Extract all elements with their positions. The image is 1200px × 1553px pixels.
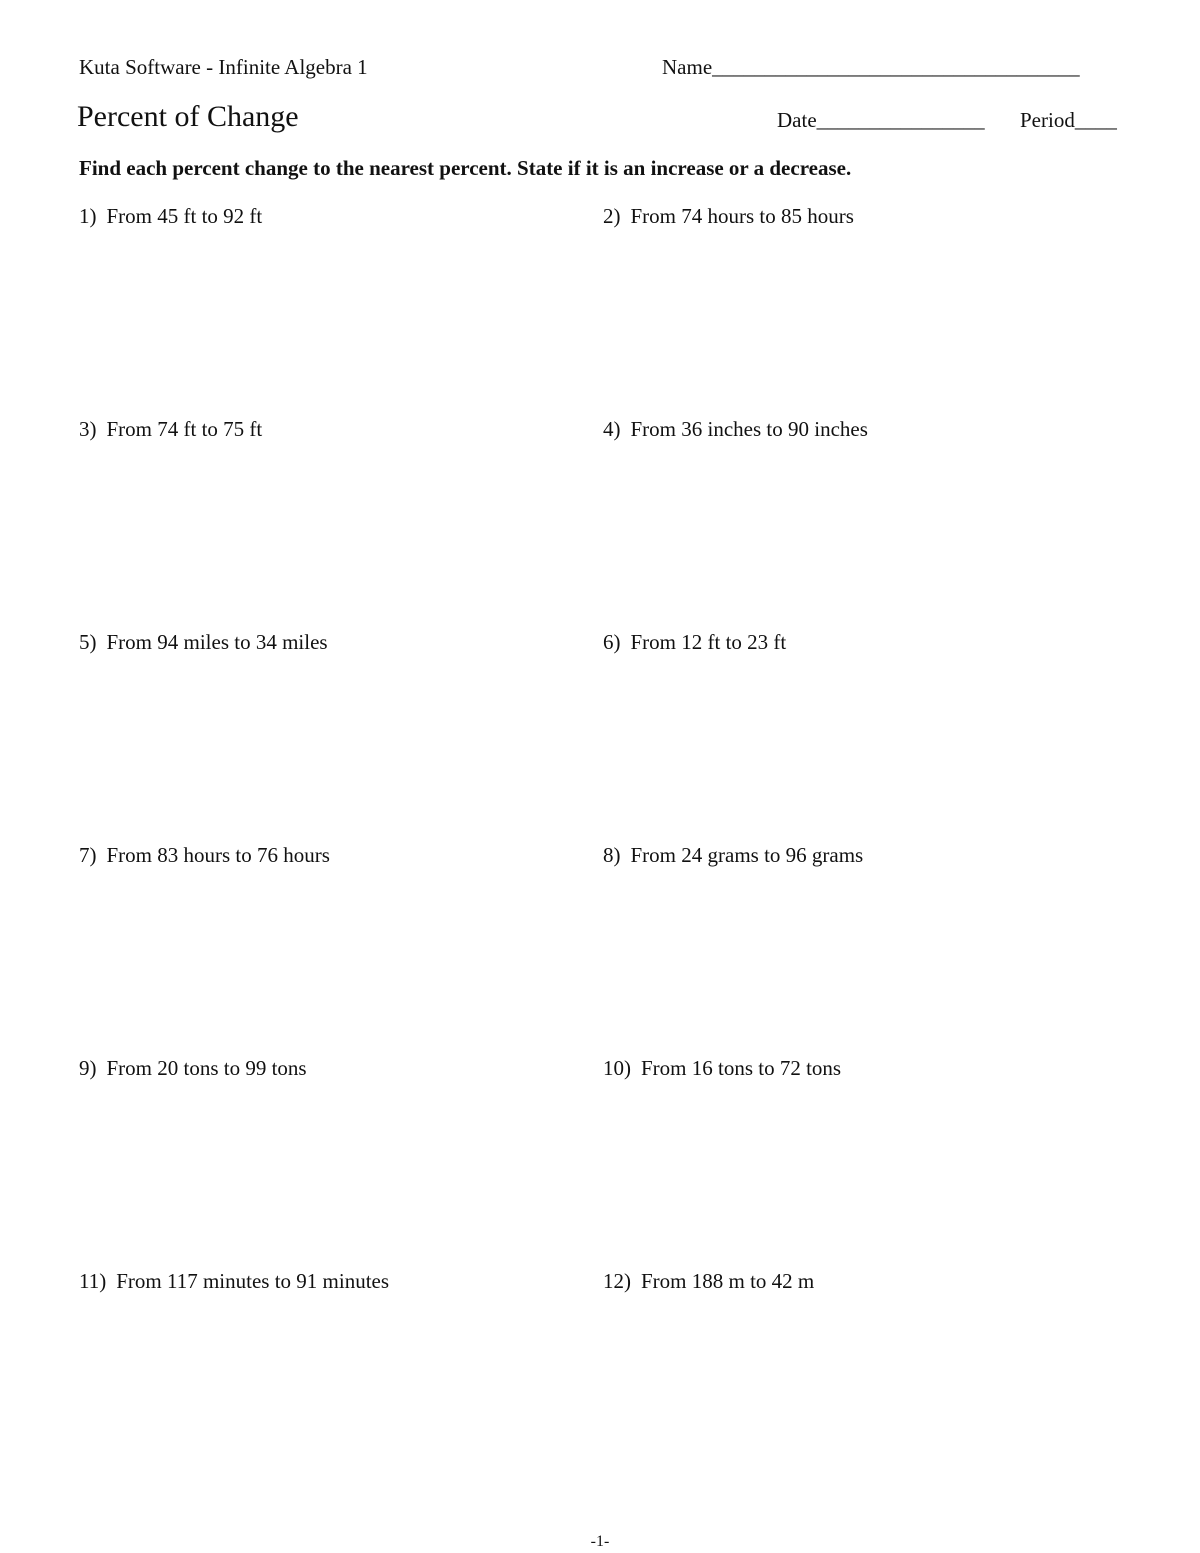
problem-5 — [79, 630, 328, 655]
problem-text: From 36 inches to 90 inches — [630, 417, 868, 441]
publisher-header: Kuta Software - Infinite Algebra 1 — [79, 55, 368, 79]
page-title: Percent of Change — [77, 100, 299, 133]
problem-text: From 74 ft to 75 ft — [106, 417, 263, 441]
problem-9 — [79, 1056, 307, 1081]
problem-text: From 74 hours to 85 hours — [630, 204, 854, 228]
problem-text: From 83 hours to 76 hours — [106, 843, 330, 867]
problem-text: From 188 m to 42 m — [641, 1269, 815, 1293]
problem-number: 2) — [603, 204, 621, 228]
problem-number: 12) — [603, 1269, 631, 1293]
problem-8 — [603, 843, 863, 868]
date-field[interactable]: Date________________ — [777, 108, 985, 132]
page-number: -1- — [590, 1533, 610, 1550]
problem-number: 10) — [603, 1056, 631, 1080]
problem-text: From 12 ft to 23 ft — [630, 630, 787, 654]
problem-12 — [603, 1269, 814, 1294]
problem-3 — [79, 417, 262, 442]
problem-number: 9) — [79, 1056, 97, 1080]
problem-7 — [79, 843, 330, 868]
problem-text: From 24 grams to 96 grams — [630, 843, 864, 867]
problem-number: 1) — [79, 204, 97, 228]
problem-text: From 20 tons to 99 tons — [106, 1056, 307, 1080]
problem-text: From 16 tons to 72 tons — [641, 1056, 842, 1080]
problem-text: From 94 miles to 34 miles — [106, 630, 328, 654]
problem-number: 3) — [79, 417, 97, 441]
problem-4 — [603, 417, 868, 442]
problem-text: From 45 ft to 92 ft — [106, 204, 263, 228]
problem-number: 5) — [79, 630, 97, 654]
problem-2 — [603, 204, 854, 229]
problem-11 — [79, 1269, 389, 1294]
problem-number: 6) — [603, 630, 621, 654]
name-field[interactable]: Name___________________________________ — [662, 55, 1080, 79]
problem-number: 4) — [603, 417, 621, 441]
problem-6 — [603, 630, 786, 655]
instructions: Find each percent change to the nearest percent. State if it is an increase or a decrease. — [79, 156, 852, 180]
problem-10 — [603, 1056, 841, 1081]
problem-number: 7) — [79, 843, 97, 867]
problem-text: From 117 minutes to 91 minutes — [116, 1269, 390, 1293]
period-field[interactable]: Period____ — [1020, 108, 1117, 132]
problem-1 — [79, 204, 262, 229]
problem-number: 8) — [603, 843, 621, 867]
problem-number: 11) — [79, 1269, 107, 1293]
